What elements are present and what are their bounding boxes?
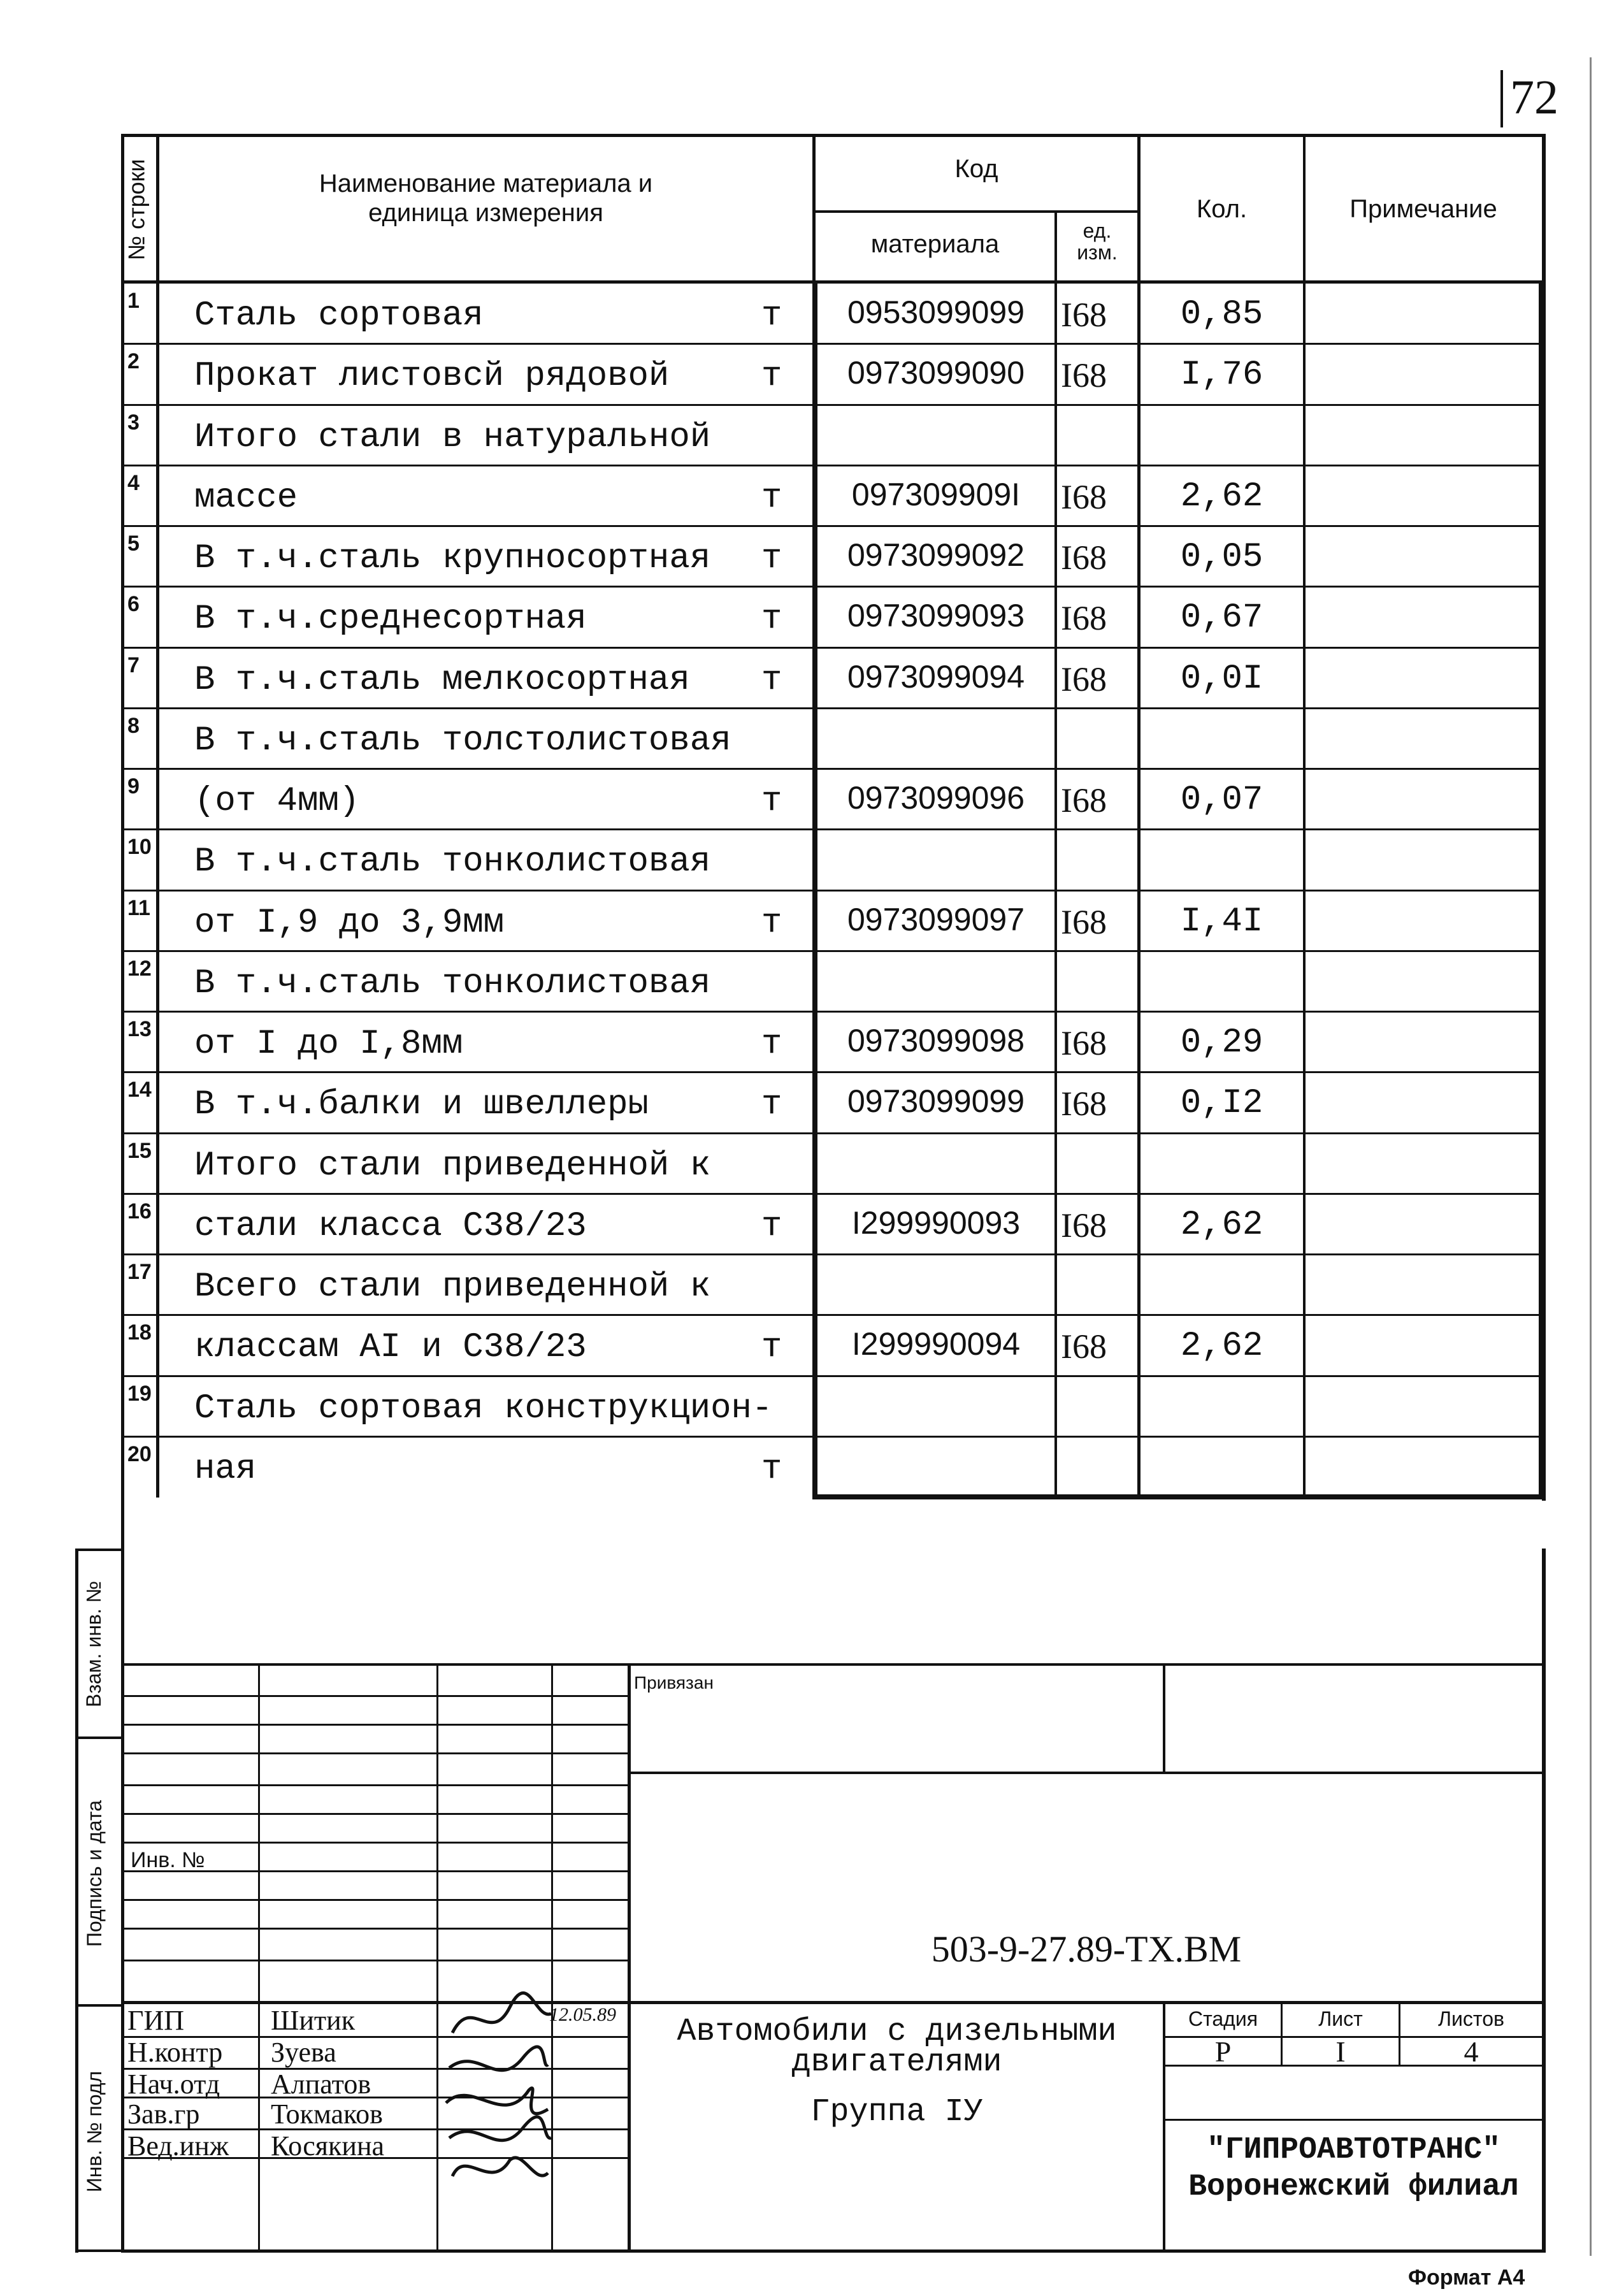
quantity: 2,62 [1180, 1205, 1263, 1245]
material-name: от I до I,8мм [194, 1025, 463, 1064]
quantity: 2,62 [1180, 1327, 1263, 1366]
page-number: 72 [1510, 71, 1558, 124]
row-number: 20 [127, 1441, 152, 1466]
signatures-graphic [440, 1982, 554, 2256]
material-name: (от 4мм) [194, 782, 360, 821]
material-name: В т.ч.балки и швеллеры [194, 1085, 649, 1125]
unit-letter: т [761, 1449, 782, 1489]
unit-letter: т [761, 782, 782, 821]
row-number: 9 [127, 774, 140, 798]
quantity: I,76 [1180, 356, 1263, 395]
material-code: I299990094 [851, 1326, 1021, 1362]
material-code-header: материала [870, 230, 1000, 258]
unit-letter: т [761, 903, 782, 942]
material-name: классам АI и С38/23 [194, 1328, 587, 1368]
code-header: Код [954, 155, 998, 183]
row-number: 12 [127, 956, 152, 981]
signatory-role: Вед.инж [127, 2130, 229, 2162]
material-code: 0973099098 [847, 1023, 1025, 1058]
unit-letter: т [761, 600, 782, 639]
unit-code: I68 [1061, 660, 1107, 698]
unit-letter: т [761, 478, 782, 517]
unit-letter: т [761, 1025, 782, 1064]
quantity: 0,05 [1180, 538, 1263, 577]
quantity: 0,29 [1180, 1023, 1263, 1062]
material-name: от I,9 до 3,9мм [194, 903, 505, 942]
row-number: 2 [127, 349, 140, 374]
organization: "ГИПРОАВТОТРАНС" Воронежский филиал [1188, 2133, 1519, 2204]
material-name: Сталь сортовая [194, 296, 484, 335]
unit-code: I68 [1061, 1327, 1107, 1366]
signatory-name: Алпатов [271, 2069, 371, 2100]
material-code: 0973099093 [847, 598, 1025, 634]
row-number: 10 [127, 835, 152, 860]
row-number: 14 [127, 1078, 152, 1102]
unit-code: I68 [1061, 1085, 1107, 1123]
signatory-name: Зуева [271, 2037, 336, 2068]
format-label: Формат А4 [1408, 2265, 1525, 2290]
material-code: 097309909I [851, 476, 1021, 512]
row-number: 8 [127, 713, 140, 738]
material-name: Прокат листовсй рядовой [194, 357, 670, 396]
unit-code: I68 [1061, 296, 1107, 334]
unit-letter: т [761, 1206, 782, 1246]
stage-value: Р [1214, 2035, 1232, 2068]
unit-code: I68 [1061, 356, 1107, 395]
material-name: В т.ч.среднесортная [194, 600, 587, 639]
quantity-header: Кол. [1196, 195, 1248, 223]
row-number: 13 [127, 1017, 152, 1041]
material-name: стали класса С38/23 [194, 1206, 587, 1246]
sign-date: 12.05.89 [549, 2004, 616, 2025]
sheets-value: 4 [1464, 2035, 1479, 2068]
signatory-role: Н.контр [127, 2037, 223, 2068]
project-title: Автомобили с дизельными двигателями Группа IУ [677, 2014, 1117, 2130]
unit-header: ед. изм. [1077, 219, 1118, 264]
material-code: 0973099092 [847, 537, 1025, 573]
row-number-header: № строки [123, 159, 150, 261]
material-name: Итого стали в натуральной [194, 417, 711, 457]
row-number: 4 [127, 470, 140, 495]
unit-code: I68 [1061, 1024, 1107, 1062]
quantity: 0,85 [1180, 295, 1263, 334]
unit-code: I68 [1061, 477, 1107, 516]
note-header: Примечание [1349, 195, 1497, 223]
material-code: 0973099097 [847, 901, 1025, 937]
signatory-role: Зав.гр [127, 2098, 200, 2130]
sheet-value: I [1335, 2035, 1346, 2068]
material-code: I299990093 [851, 1204, 1021, 1241]
material-name: В т.ч.сталь тонколистовая [194, 964, 711, 1003]
sheet-label: Лист [1318, 2007, 1363, 2030]
quantity: 0,67 [1180, 598, 1263, 638]
row-number: 19 [127, 1381, 152, 1406]
signatory-role: ГИП [127, 2005, 184, 2036]
quantity: 2,62 [1180, 477, 1263, 516]
row-number: 6 [127, 592, 140, 617]
stage-label: Стадия [1188, 2007, 1258, 2030]
unit-code: I68 [1061, 781, 1107, 819]
row-number: 15 [127, 1138, 152, 1163]
unit-letter: т [761, 296, 782, 335]
material-name: В т.ч.сталь мелкосортная [194, 660, 690, 700]
material-name: В т.ч.сталь крупносортная [194, 539, 711, 578]
row-number: 11 [127, 895, 150, 920]
signatory-name: Токмаков [271, 2098, 383, 2130]
unit-code: I68 [1061, 902, 1107, 941]
material-code: 0973099090 [847, 355, 1025, 391]
name-header: Наименование материала и единица измерения [319, 170, 653, 227]
material-code: 0973099096 [847, 780, 1025, 816]
unit-letter: т [761, 1085, 782, 1125]
material-name: В т.ч.сталь толстолистовая [194, 721, 731, 760]
quantity: 0,07 [1180, 781, 1263, 819]
quantity: 0,I2 [1180, 1084, 1263, 1123]
material-name: В т.ч.сталь тонколистовая [194, 842, 711, 882]
vzam-inv-label: Взам. инв. № [82, 1580, 105, 1708]
unit-letter: т [761, 539, 782, 578]
unit-letter: т [761, 1328, 782, 1368]
unit-letter: т [761, 357, 782, 396]
row-number: 5 [127, 531, 140, 556]
row-number: 1 [127, 289, 140, 313]
unit-code: I68 [1061, 1206, 1107, 1245]
material-code: 0953099099 [847, 294, 1025, 330]
row-number: 17 [127, 1260, 152, 1284]
signatory-role: Нач.отд [127, 2069, 220, 2100]
document-code: 503-9-27.89-ТХ.ВМ [931, 1928, 1242, 1970]
material-name: Итого стали приведенной к [194, 1146, 711, 1185]
unit-code: I68 [1061, 538, 1107, 577]
material-name: Сталь сортовая конструкцион- [194, 1389, 773, 1428]
row-number: 7 [127, 653, 140, 677]
material-name: массе [194, 478, 298, 517]
signatory-name: Косякина [271, 2130, 385, 2162]
row-number: 3 [127, 410, 140, 435]
quantity: 0,0I [1180, 659, 1263, 698]
material-code: 0973099094 [847, 658, 1025, 695]
privyazan-label: Привязан [634, 1673, 714, 1693]
unit-code: I68 [1061, 599, 1107, 638]
material-name: ная [194, 1449, 257, 1489]
row-number: 16 [127, 1199, 152, 1224]
inv-podl-label: Инв. № подл [83, 2070, 106, 2193]
row-number: 18 [127, 1320, 152, 1345]
sheets-label: Листов [1438, 2007, 1504, 2030]
signatory-name: Шитик [271, 2005, 356, 2036]
material-code: 0973099099 [847, 1083, 1025, 1120]
inv-no-label: Инв. № [131, 1848, 205, 1872]
material-name: Всего стали приведенной к [194, 1267, 711, 1306]
unit-letter: т [761, 660, 782, 700]
podpis-label: Подпись и дата [83, 1800, 106, 1947]
quantity: I,4I [1180, 902, 1263, 941]
